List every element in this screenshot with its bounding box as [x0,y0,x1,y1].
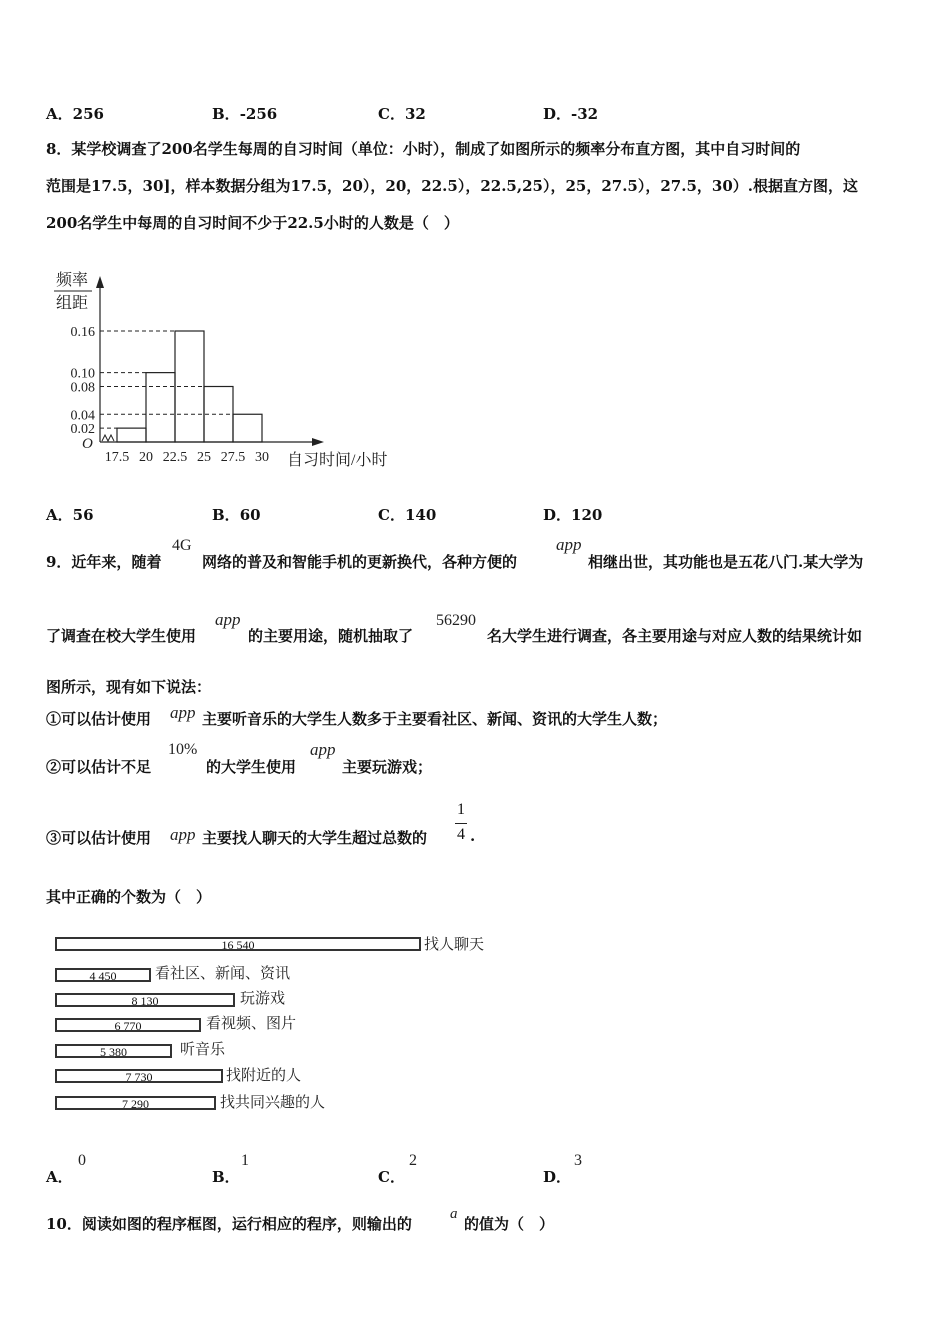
hist-ytick-label: 0.16 [70,325,95,340]
hist-x-axis-arrow [312,438,324,446]
hist-ytick-label: 0.02 [70,422,95,438]
usage-bar-1-label: 找人聊天 [424,935,485,953]
q9-option-a-value: 0 [78,1152,86,1169]
q9-var-56290: 56290 [436,612,476,629]
q9-s3-fraction-bar [455,823,467,824]
q9-option-d: D． [543,1168,572,1186]
q7-option-a: A．256 [46,105,104,123]
q10-stem-a: 10．阅读如图的程序框图，运行相应的程序，则输出的 [46,1215,412,1233]
q9-line2-a: 了调查在校大学生使用 [46,627,197,645]
hist-bar-5 [233,414,262,442]
q9-line1-a: 9．近年来，随着 [46,553,162,571]
q9-line1-b: 网络的普及和智能手机的更新换代，各种方便的 [202,553,518,571]
q7-option-b: B．-256 [212,105,278,123]
q9-statement-2-a: ②可以估计不足 [46,758,152,776]
hist-xtick-label: 20 [139,450,153,465]
usage-bar-7: 7 290 [55,1096,216,1110]
q8-option-c: C．140 [378,506,437,524]
hist-axis-break [102,435,114,441]
q9-statement-3-b: 主要找人聊天的大学生超过总数的 [202,829,428,847]
q9-option-d-value: 3 [574,1152,582,1169]
usage-bar-3: 8 130 [55,993,235,1007]
q9-option-c: C． [378,1168,405,1186]
q9-line1-c: 相继出世，其功能也是五花八门.某大学为 [588,553,864,571]
q9-var-4g: 4G [172,537,192,554]
hist-xtick-label: 27.5 [220,450,246,465]
q8-option-a: A．56 [46,506,94,524]
q9-s3-fraction-denominator: 4 [457,826,465,843]
hist-ylabel-top: 频率 [56,272,89,289]
q7-option-c: C．32 [378,105,426,123]
q9-statement-1-a: ①可以估计使用 [46,710,152,728]
usage-bar-4: 6 770 [55,1018,201,1032]
histogram-chart [40,262,420,477]
q9-statement-3-a: ③可以估计使用 [46,829,152,847]
q9-s3-fraction-numerator: 1 [457,801,465,818]
usage-bar-6-label: 找附近的人 [226,1066,302,1084]
hist-xtick-label: 25 [197,450,211,465]
q8-option-d: D．120 [543,506,603,524]
q9-line2-b: 的主要用途，随机抽取了 [248,627,414,645]
q9-statement-1-b: 主要听音乐的大学生人数多于主要看社区、新闻、资讯的大学生人数； [202,710,668,728]
usage-bar-5: 5 380 [55,1044,172,1058]
q9-option-b: B． [212,1168,240,1186]
q9-var-app-1: app [556,535,582,554]
q9-var-app-2: app [215,610,241,629]
q9-statement-3-end: . [470,827,476,845]
hist-ytick-label: 0.08 [70,380,95,396]
hist-ylabel-bottom: 组距 [56,295,89,312]
hist-ytick-label: 0.04 [70,408,95,424]
hist-xlabel: 自习时间/小时 [287,452,388,469]
q9-s2-var-10pct: 10% [168,741,198,758]
q9-s2-var-app: app [310,740,336,759]
q8-stem-line1: 8．某学校调查了200名学生每周的自习时间（单位：小时），制成了如图所示的频率分布直方图，其中自习时间的 [46,140,801,158]
q7-option-d: D．-32 [543,105,599,123]
usage-bar-7-label: 找共同兴趣的人 [220,1093,326,1111]
hist-xtick-label: 30 [255,450,269,465]
hist-origin: O [82,436,93,452]
q8-option-b: B．60 [212,506,261,524]
q8-stem-line2: 范围是17.5，30]，样本数据分组为17.5，20），20，22.5），22.5,25），25，27.5），27.5，30）.根据直方图，这 [46,177,858,195]
usage-bar-3-label: 玩游戏 [240,989,286,1007]
usage-bar-1: 16 540 [55,937,421,951]
q9-s1-var-app: app [170,703,196,722]
usage-bar-4-label: 看视频、图片 [206,1014,297,1032]
hist-xtick-label: 22.5 [162,450,188,465]
q9-statement-2-c: 主要玩游戏； [342,758,433,776]
hist-xtick-label: 17.5 [104,450,130,465]
q9-line3: 图所示，现有如下说法： [46,678,212,696]
q9-question: 其中正确的个数为（ ） [46,888,212,906]
hist-bar-2 [146,373,175,442]
usage-bar-6: 7 730 [55,1069,223,1083]
q9-option-c-value: 2 [409,1152,417,1169]
q10-var-a: a [450,1206,458,1222]
hist-y-axis-arrow [96,276,104,288]
q9-option-a: A． [46,1168,73,1186]
usage-bar-2-label: 看社区、新闻、资讯 [155,964,291,982]
q9-line2-c: 名大学生进行调查，各主要用途与对应人数的结果统计如 [487,627,863,645]
usage-bar-5-label: 听音乐 [180,1040,226,1058]
hist-bar-1 [117,428,146,442]
q9-statement-2-b: 的大学生使用 [206,758,297,776]
hist-ytick-label: 0.10 [70,366,95,382]
q8-stem-line3: 200名学生中每周的自习时间不少于22.5小时的人数是（ ） [46,214,459,232]
q9-option-b-value: 1 [241,1152,249,1169]
q9-s3-var-app: app [170,825,196,844]
q10-stem-b: 的值为（ ） [464,1215,555,1233]
usage-bar-2: 4 450 [55,968,151,982]
